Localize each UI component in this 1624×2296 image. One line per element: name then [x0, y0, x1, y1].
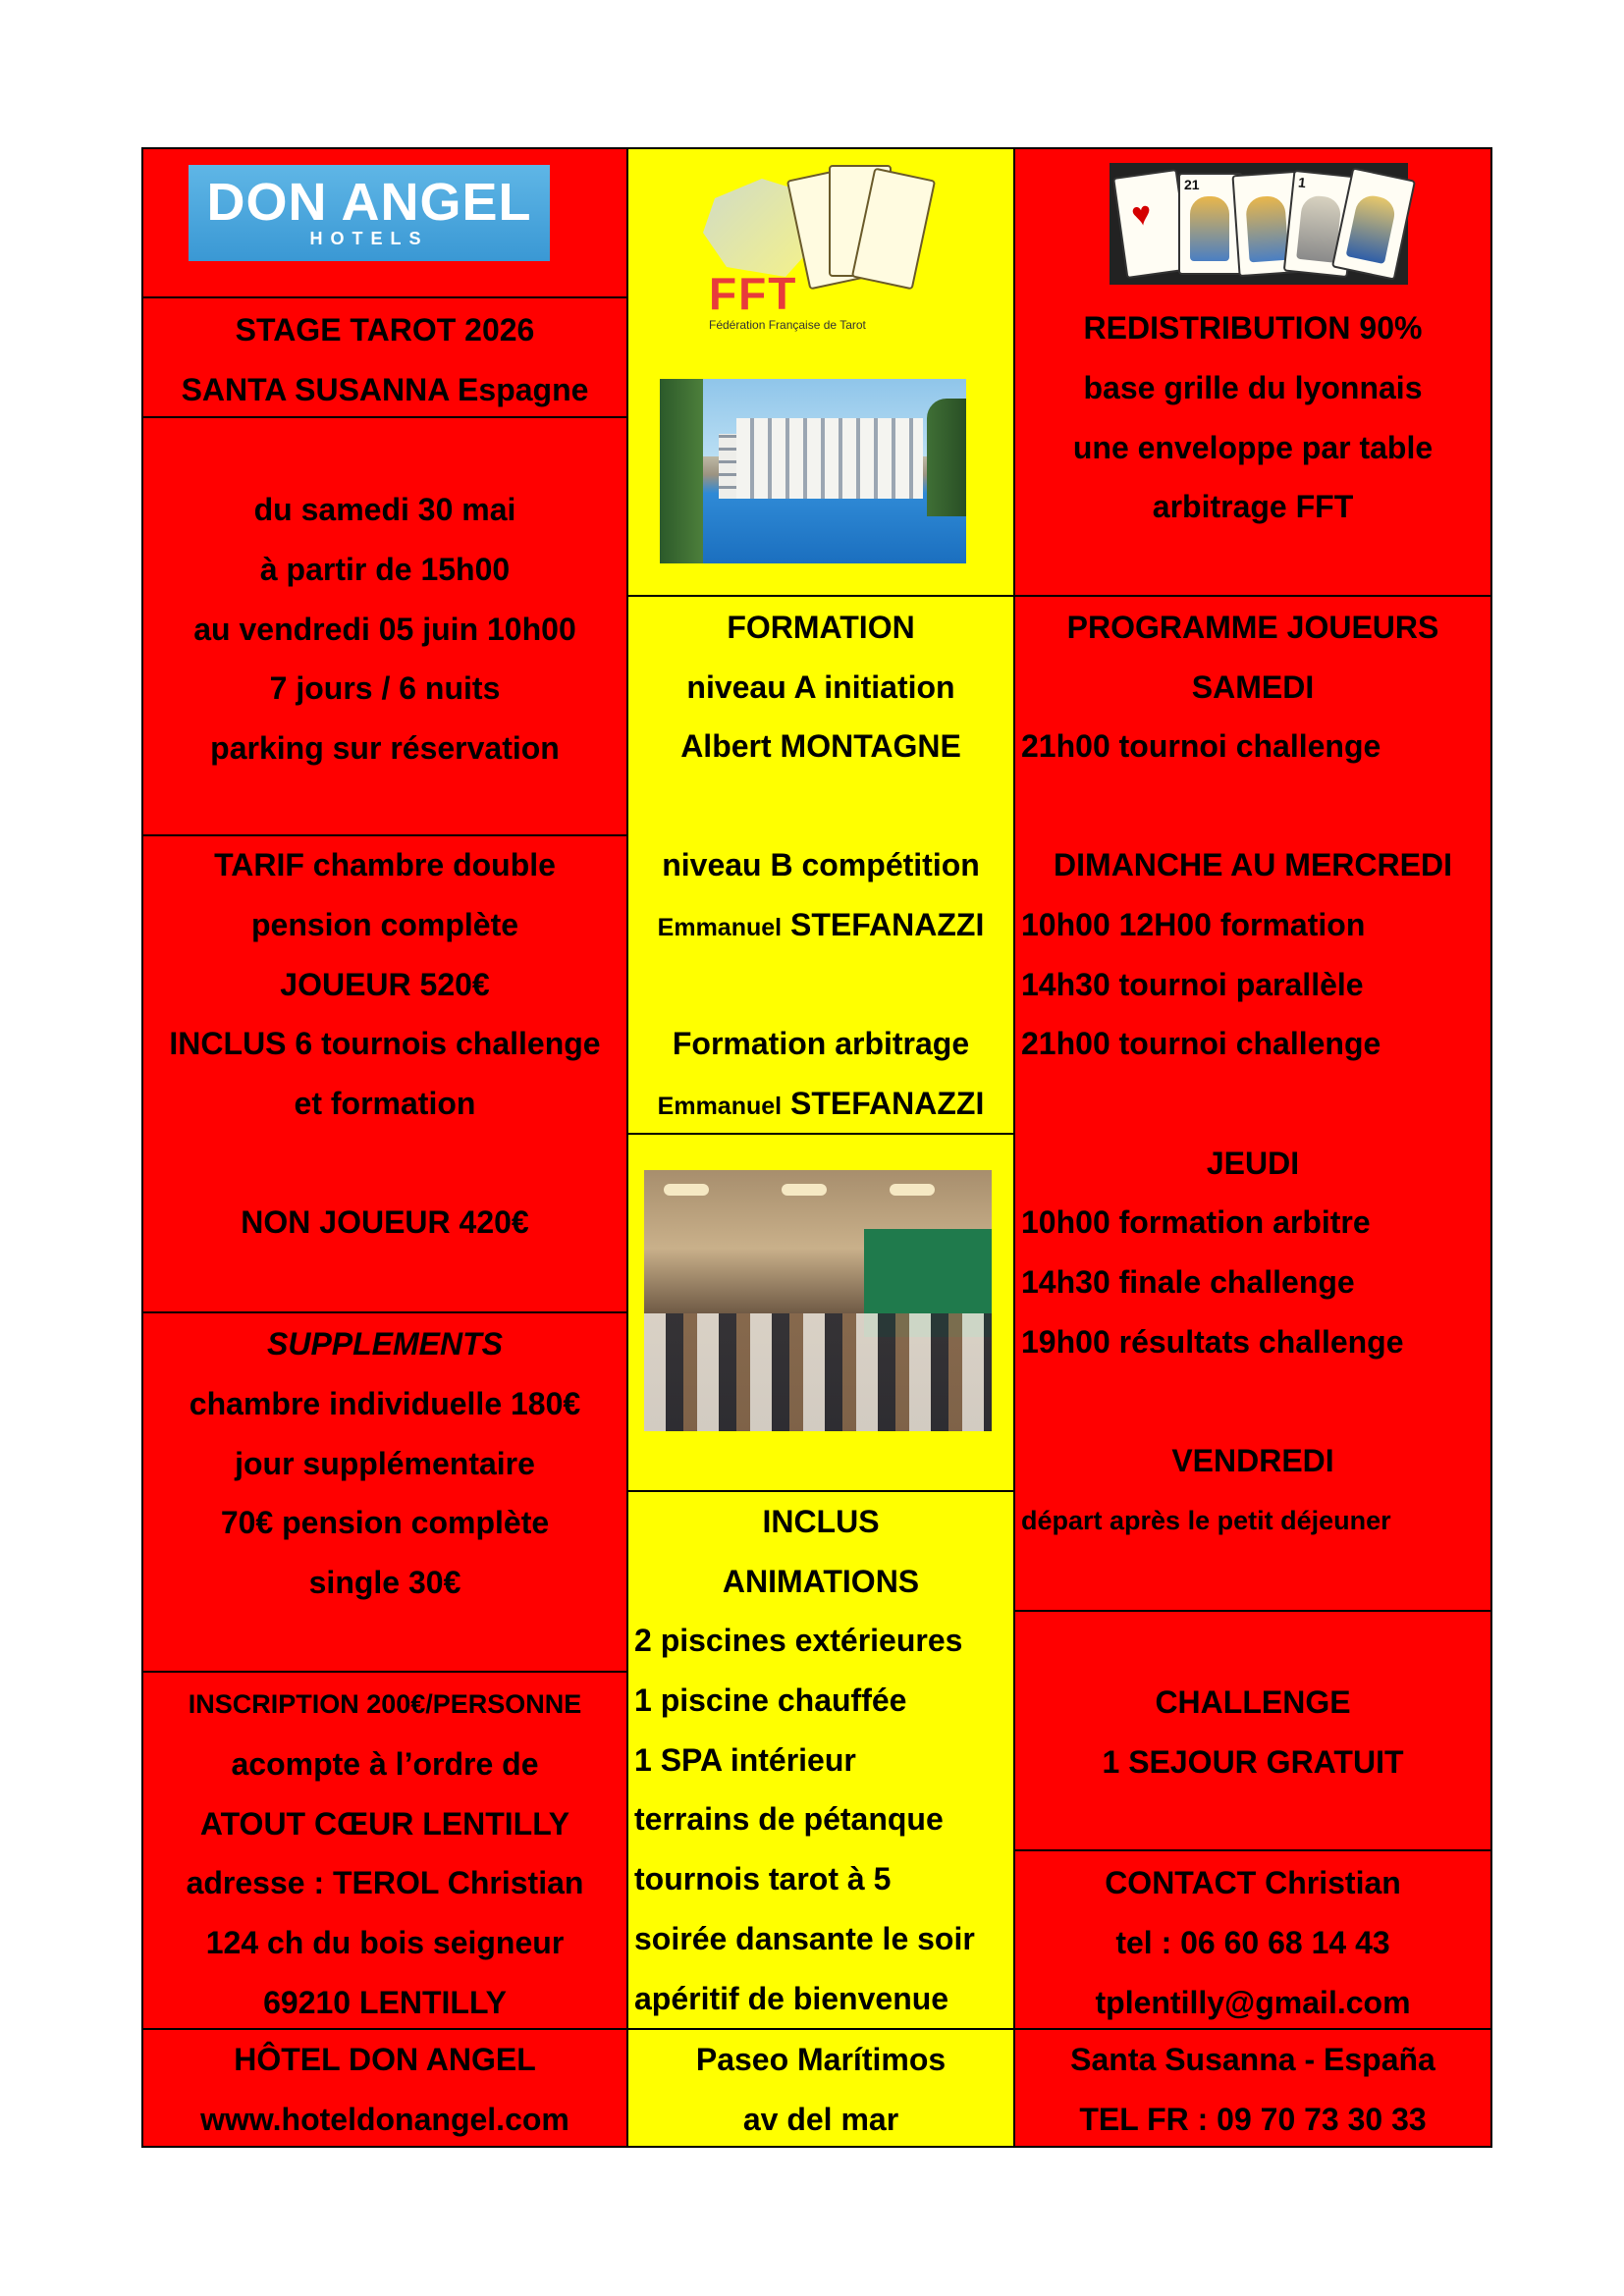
- inclus-item: 2 piscines extérieures: [634, 1623, 963, 1658]
- redistribution-line: base grille du lyonnais: [1083, 370, 1423, 405]
- formation-level-b-trainer: [628, 903, 1013, 949]
- address-line: Paseo Marítimos: [695, 2042, 947, 2077]
- tarif-line: et formation: [294, 1086, 476, 1121]
- inclus-item: 1 SPA intérieur: [634, 1742, 856, 1778]
- inscription-line: ATOUT CŒUR LENTILLY: [199, 1806, 570, 1842]
- tarot-cards-image: [1110, 163, 1408, 285]
- formation-level-a: niveau A initiation: [686, 669, 955, 705]
- tarif-line: JOUEUR 520€: [280, 967, 490, 1002]
- supplements-line: chambre individuelle 180€: [189, 1386, 581, 1421]
- programme-day: VENDREDI: [1171, 1443, 1334, 1478]
- palm-tree: [927, 399, 966, 516]
- tarif-cell: [141, 834, 628, 1313]
- redistribution-line: une enveloppe par table: [1072, 430, 1434, 465]
- trainer-first-name: Emmanuel: [657, 1093, 783, 1120]
- trainer-last-name: STEFANAZZI: [790, 1086, 985, 1121]
- formation-title: FORMATION: [727, 610, 915, 645]
- trainer-last-name: STEFANAZZI: [790, 907, 985, 942]
- contact-cell: [1013, 1849, 1492, 2030]
- challenge-prize: 1 SEJOUR GRATUIT: [1102, 1744, 1404, 1780]
- chandelier: [664, 1184, 709, 1196]
- programme-item: départ après le petit déjeuner: [1021, 1506, 1391, 1535]
- contact-email[interactable]: tplentilly@gmail.com: [1095, 1985, 1411, 2020]
- inclus-item: 1 piscine chauffée: [634, 1682, 907, 1718]
- stage-cell: [141, 296, 628, 418]
- inscription-line: acompte à l’ordre de: [231, 1746, 539, 1782]
- programme-item: 14h30 finale challenge: [1021, 1264, 1355, 1300]
- supplements-line: 70€ pension complète: [220, 1505, 550, 1540]
- inclus-item: tournois tarot à 5: [634, 1861, 892, 1896]
- programme-item: 14h30 tournoi parallèle: [1021, 967, 1364, 1002]
- contact-name: CONTACT Christian: [1105, 1865, 1401, 1900]
- stage-location: SANTA SUSANNA Espagne: [181, 372, 589, 407]
- supplements-line: jour supplémentaire: [235, 1446, 535, 1481]
- dates-line: à partir de 15h00: [259, 552, 511, 587]
- programme-item: 19h00 résultats challenge: [1021, 1324, 1404, 1360]
- dates-line: au vendredi 05 juin 10h00: [193, 612, 576, 647]
- programme-cell: [1013, 595, 1492, 1612]
- hotel-building: [736, 418, 923, 499]
- programme-item: 21h00 tournoi challenge: [1021, 728, 1381, 764]
- address-line: av del mar: [742, 2102, 899, 2137]
- supplements-title: SUPPLEMENTS: [266, 1326, 504, 1362]
- chandelier: [890, 1184, 935, 1196]
- stage-title: STAGE TAROT 2026: [235, 312, 535, 347]
- fft-logo: [703, 159, 929, 336]
- hotel-website[interactable]: www.hoteldonangel.com: [200, 2102, 569, 2137]
- formation-level-b: niveau B compétition: [662, 847, 980, 882]
- address-footer-cell: [626, 2028, 1015, 2148]
- inscription-cell: [141, 1671, 628, 2030]
- challenge-cell: [1013, 1610, 1492, 1851]
- heart-icon: ♥: [1129, 194, 1155, 235]
- tarif-line: INCLUS 6 tournois challenge: [169, 1026, 601, 1061]
- inclus-item: apéritif de bienvenue: [634, 1981, 949, 2016]
- inscription-line: adresse : TEROL Christian: [186, 1865, 584, 1900]
- location-phone[interactable]: TEL FR : 09 70 73 30 33: [1079, 2102, 1427, 2137]
- don-angel-logo-text: DON ANGEL: [206, 173, 532, 232]
- supplements-line: single 30€: [308, 1565, 461, 1600]
- tarif-line: NON JOUEUR 420€: [241, 1204, 529, 1240]
- inclus-item: terrains de pétanque: [634, 1801, 944, 1837]
- inclus-item: soirée dansante le soir: [634, 1921, 975, 1956]
- location-footer-cell: [1013, 2028, 1492, 2148]
- supplements-cell: [141, 1311, 628, 1673]
- location-line: Santa Susanna - España: [1070, 2042, 1435, 2077]
- inclus-title: INCLUS: [762, 1504, 880, 1539]
- don-angel-logo-subtext: HOTELS: [309, 229, 429, 248]
- inclus-subtitle: ANIMATIONS: [722, 1564, 920, 1599]
- inscription-line: 69210 LENTILLY: [263, 1985, 507, 2020]
- tarif-line: pension complète: [250, 907, 519, 942]
- redistribution-line: REDISTRIBUTION 90%: [1083, 310, 1423, 346]
- programme-item: 21h00 tournoi challenge: [1021, 1026, 1381, 1061]
- programme-day: DIMANCHE AU MERCREDI: [1054, 847, 1452, 882]
- playing-card: 1: [1283, 170, 1359, 278]
- dates-line: du samedi 30 mai: [253, 492, 516, 527]
- dates-cell: [141, 416, 628, 836]
- hotel-photo: [660, 379, 966, 563]
- fft-logo-title: FFT: [709, 268, 798, 319]
- challenge-title: CHALLENGE: [1155, 1684, 1351, 1720]
- programme-day: JEUDI: [1206, 1146, 1300, 1181]
- dates-line: parking sur réservation: [210, 730, 560, 766]
- programme-item: 10h00 formation arbitre: [1021, 1204, 1371, 1240]
- formation-arbitrage: Formation arbitrage: [672, 1026, 970, 1061]
- programme-item: 10h00 12H00 formation: [1021, 907, 1366, 942]
- redistribution-line: arbitrage FFT: [1152, 489, 1354, 524]
- formation-level-a-trainer: Albert MONTAGNE: [680, 728, 961, 764]
- chandelier: [782, 1184, 827, 1196]
- inscription-line: 124 ch du bois seigneur: [205, 1925, 565, 1960]
- don-angel-logo: [189, 165, 550, 261]
- programme-title: PROGRAMME JOUEURS: [1066, 610, 1439, 645]
- dates-line: 7 jours / 6 nuits: [269, 670, 501, 706]
- palm-tree: [660, 379, 703, 563]
- contact-phone[interactable]: tel : 06 60 68 14 43: [1115, 1925, 1390, 1960]
- inscription-line: INSCRIPTION 200€/PERSONNE: [188, 1689, 582, 1719]
- playing-card: 21: [1178, 173, 1243, 275]
- players-crowd: [644, 1313, 992, 1431]
- programme-day: SAMEDI: [1191, 669, 1315, 705]
- hotel-name: HÔTEL DON ANGEL: [234, 2042, 536, 2077]
- fft-logo-subtitle: Fédération Française de Tarot: [709, 318, 866, 332]
- tournament-room-photo: [644, 1170, 992, 1431]
- inclus-cell: [626, 1490, 1015, 2030]
- formation-cell: [626, 595, 1015, 1135]
- trainer-first-name: Emmanuel: [657, 914, 783, 941]
- hotel-footer-cell: [141, 2028, 628, 2148]
- formation-arbitrage-trainer: [628, 1082, 1013, 1128]
- tarif-line: TARIF chambre double: [214, 847, 556, 882]
